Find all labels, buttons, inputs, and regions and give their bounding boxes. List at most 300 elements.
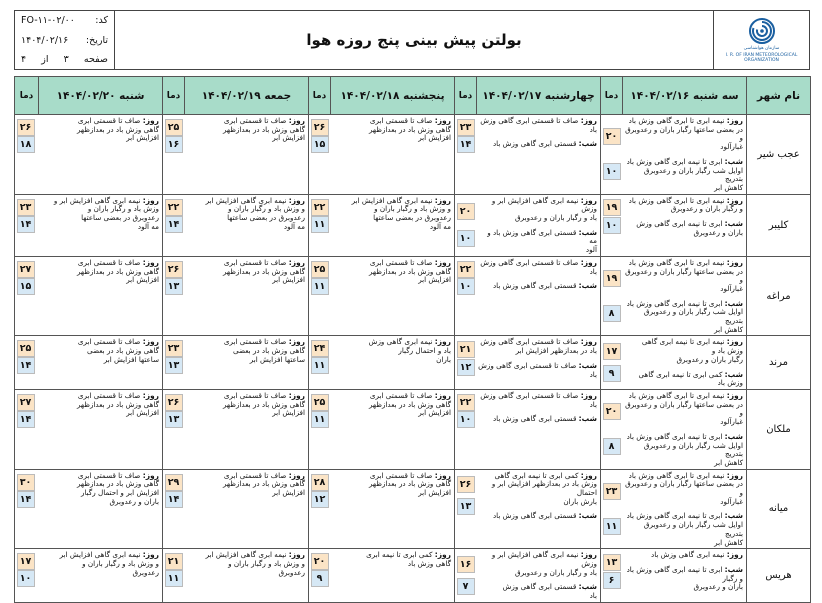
max-temperature: ۱۹ — [603, 199, 621, 216]
forecast-cell-inner — [163, 336, 308, 378]
day-forecast-line — [186, 223, 305, 232]
day-forecast-text: گاهی وزش باد در بعدازظهر — [222, 124, 305, 134]
night-forecast-text: قسمتی ابری گاهی وزش باد — [492, 281, 577, 291]
day-forecast-line — [624, 498, 743, 507]
day-column-header: شنبه ۱۴۰۴/۰۲/۲۰ — [39, 77, 163, 115]
night-forecast-text: کاهش ابر — [714, 182, 743, 192]
city-name: ملکان — [747, 389, 811, 469]
day-forecast-label: روز: — [288, 116, 305, 125]
night-forecast-text: کاهش ابر — [714, 457, 743, 467]
forecast-cell-inner — [601, 470, 746, 549]
min-temperature: ۱۶ — [165, 136, 183, 153]
day-forecast-label: روز: — [726, 470, 743, 480]
night-forecast-label: شب: — [724, 431, 743, 441]
day-forecast-line — [38, 134, 159, 143]
day-forecast-line — [332, 276, 451, 285]
temperature-boxes — [309, 195, 330, 237]
day-forecast-text: افزایش ابر — [272, 408, 305, 418]
max-temperature: ۲۹ — [165, 474, 183, 491]
forecast-text — [184, 470, 308, 512]
temperature-boxes — [309, 390, 330, 432]
temperature-boxes — [309, 470, 330, 512]
temperature-boxes — [455, 390, 476, 432]
day-forecast-line — [186, 489, 305, 498]
temperature-boxes — [455, 115, 476, 157]
forecast-text — [36, 195, 162, 237]
day-forecast-text: نیمه ابری گاهی افزایش ابر — [59, 550, 141, 560]
night-forecast-line — [478, 246, 597, 255]
night-forecast-text: اوایل شب رگبار باران و رعدوبرق بتدریج — [643, 520, 743, 538]
night-forecast-text: اوایل شب رگبار باران و رعدوبرق بتدریج — [643, 440, 743, 459]
day-forecast-text: گاهی وزش باد در بعدازظهر — [76, 399, 159, 409]
day-forecast-text: غبارآلود — [720, 496, 743, 506]
day-forecast-text: نیمه ابری گاهی افزایش ابر — [351, 195, 433, 205]
forecast-text — [476, 470, 600, 523]
forecast-cell — [163, 256, 309, 336]
document-meta — [15, 11, 115, 69]
day-forecast-label: روز: — [434, 550, 451, 560]
min-temperature: ۱۱ — [311, 357, 329, 374]
forecast-cell-inner — [163, 257, 308, 299]
forecast-text — [330, 390, 454, 432]
day-forecast-line — [624, 551, 743, 560]
min-temperature: ۱۰ — [17, 570, 35, 587]
max-temperature: ۲۶ — [165, 394, 183, 411]
day-forecast-text: نیمه ابری گاهی وزش — [368, 337, 433, 347]
min-temperature: ۱۵ — [17, 278, 35, 295]
forecast-text — [330, 195, 454, 237]
max-temperature: ۲۲ — [311, 199, 329, 216]
forecast-cell — [601, 194, 747, 256]
day-forecast-text: افزایش ابر — [126, 133, 159, 143]
day-forecast-label: روز: — [288, 390, 305, 400]
min-temperature: ۱۴ — [165, 491, 183, 508]
day-forecast-line — [332, 489, 451, 498]
day-forecast-text: صاف تا قسمتی ابری گاهی وزش باد — [480, 257, 597, 276]
night-forecast-line — [624, 566, 743, 583]
max-temperature: ۱۷ — [17, 553, 35, 570]
forecast-cell-inner — [15, 195, 162, 237]
forecast-text — [622, 336, 746, 389]
temperature-boxes — [455, 549, 476, 602]
night-forecast-text: ابری تا نیمه ابری گاهی وزش باد — [626, 431, 723, 441]
min-temperature: ۱۵ — [311, 136, 329, 153]
temperature-boxes — [15, 549, 36, 591]
forecast-cell-inner — [601, 549, 746, 593]
temperature-boxes — [601, 549, 622, 593]
night-forecast-line — [624, 308, 743, 325]
min-temperature: ۱۰ — [457, 278, 475, 295]
day-forecast-text: وزش باد در بعدازظهر افزایش ابر و احتمال — [491, 479, 597, 498]
city-row — [15, 549, 811, 603]
city-row — [15, 336, 811, 390]
night-forecast-label: شب: — [724, 369, 743, 379]
night-forecast-label: شب: — [578, 414, 597, 424]
day-forecast-label: روز: — [726, 257, 743, 267]
day-forecast-text: افزایش ابر — [418, 488, 451, 498]
day-forecast-text: صاف تا قسمتی ابری — [77, 257, 141, 267]
code-label: کد: — [95, 15, 108, 26]
day-forecast-line — [332, 409, 451, 418]
page-title: بولتن پیش بینی پنج روزه هوا — [306, 31, 522, 49]
forecast-text — [622, 195, 746, 239]
max-temperature: ۲۱ — [165, 553, 183, 570]
day-forecast-text: افزایش ابر — [126, 275, 159, 285]
max-temperature: ۱۹ — [603, 270, 621, 287]
day-column-header: پنجشنبه ۱۴۰۴/۰۲/۱۸ — [331, 77, 455, 115]
min-temperature: ۱۴ — [17, 357, 35, 374]
forecast-cell — [309, 336, 455, 390]
min-temperature: ۱۲ — [457, 359, 475, 376]
day-forecast-text: گاهی وزش باد در بعدازظهر — [368, 399, 451, 409]
day-forecast-line — [478, 392, 597, 409]
day-column-header: چهارشنبه ۱۴۰۴/۰۲/۱۷ — [477, 77, 601, 115]
min-temperature: ۱۰ — [457, 411, 475, 428]
day-forecast-text: صاف تا قسمتی ابری — [77, 337, 141, 347]
forecast-cell-inner — [309, 115, 454, 157]
temperature-boxes — [163, 390, 184, 432]
forecast-cell — [601, 336, 747, 390]
forecast-cell-inner — [15, 390, 162, 432]
day-forecast-label: روز: — [142, 195, 159, 205]
min-temperature: ۱۸ — [17, 136, 35, 153]
forecast-text — [330, 549, 454, 591]
temperature-boxes — [15, 336, 36, 378]
min-temperature: ۱۰ — [603, 163, 621, 180]
night-forecast-line — [478, 282, 597, 291]
night-forecast-label: شب: — [578, 582, 597, 592]
night-forecast-line — [478, 592, 597, 601]
day-forecast-text: در بعضی ساعتها رگبار باران و رعدوبرق و — [625, 399, 743, 418]
city-name: میانه — [747, 469, 811, 549]
city-row — [15, 115, 811, 195]
forecast-table-body — [15, 115, 811, 603]
city-column-header: نام شهر — [747, 77, 811, 115]
temperature-boxes — [163, 549, 184, 591]
forecast-cell-inner — [15, 336, 162, 378]
max-temperature: ۲۵ — [17, 340, 35, 357]
meta-code — [21, 15, 108, 26]
day-forecast-text: صاف تا قسمتی ابری — [223, 257, 287, 267]
night-forecast-line — [624, 459, 743, 468]
day-forecast-text: افزایش ابر — [272, 133, 305, 143]
min-temperature: ۱۱ — [311, 216, 329, 233]
max-temperature: ۲۴ — [311, 340, 329, 357]
day-forecast-line — [38, 409, 159, 418]
forecast-cell — [15, 549, 163, 603]
night-forecast-line — [624, 326, 743, 335]
day-forecast-line — [478, 569, 597, 578]
day-forecast-text: افزایش ابر — [418, 275, 451, 285]
day-forecast-label: روز: — [580, 470, 597, 480]
day-forecast-text: باد و رگبار باران و رعدوبرق — [515, 213, 597, 223]
night-forecast-label: شب: — [578, 360, 597, 370]
temperature-boxes — [601, 336, 622, 389]
forecast-cell — [163, 336, 309, 390]
temperature-boxes — [163, 115, 184, 157]
night-forecast-label: شب: — [578, 139, 597, 149]
forecast-cell-inner — [163, 549, 308, 591]
night-forecast-line — [478, 229, 597, 246]
day-forecast-label: روز: — [434, 390, 451, 400]
day-forecast-line — [38, 356, 159, 365]
night-forecast-line — [478, 512, 597, 521]
day-forecast-text: افزایش ابر — [272, 488, 305, 498]
day-forecast-line — [624, 338, 743, 355]
forecast-cell — [455, 256, 601, 336]
day-forecast-text: رعدوبرق — [132, 567, 159, 577]
day-forecast-text: باد در بعدازظهر افزایش ابر — [515, 346, 597, 356]
forecast-text — [36, 336, 162, 378]
night-forecast-line — [478, 415, 597, 424]
min-temperature: ۱۴ — [17, 491, 35, 508]
temp-column-header: دما — [601, 77, 623, 115]
day-forecast-line — [332, 356, 451, 365]
max-temperature: ۱۷ — [603, 343, 621, 360]
day-forecast-label: روز: — [288, 337, 305, 347]
forecast-cell — [163, 115, 309, 195]
forecast-cell — [163, 549, 309, 603]
day-forecast-text: گاهی وزش باد در بعدازظهر — [368, 479, 451, 489]
day-forecast-label: روز: — [142, 470, 159, 480]
day-forecast-line — [478, 551, 597, 568]
forecast-text — [622, 257, 746, 336]
forecast-cell-inner — [309, 549, 454, 591]
forecast-cell-inner — [455, 257, 600, 299]
forecast-cell-inner — [455, 115, 600, 157]
temperature-boxes — [455, 195, 476, 256]
city-row — [15, 469, 811, 549]
logo-text-en: I. R. OF IRAN METEOROLOGICAL ORGANIZATION — [725, 52, 798, 63]
day-forecast-label: روز: — [434, 116, 451, 125]
forecast-cell-inner — [15, 549, 162, 591]
forecast-cell — [15, 256, 163, 336]
temperature-boxes — [15, 390, 36, 432]
day-forecast-text: کمی ابری تا نیمه ابری — [366, 550, 433, 560]
day-column-header: سه شنبه ۱۴۰۴/۰۲/۱۶ — [623, 77, 747, 115]
city-name: کلیبر — [747, 194, 811, 256]
bulletin-header — [14, 10, 810, 70]
max-temperature: ۱۳ — [603, 554, 621, 571]
day-forecast-label: روز: — [142, 257, 159, 267]
forecast-text — [330, 470, 454, 512]
temp-column-header: دما — [163, 77, 185, 115]
day-forecast-text: گاهی وزش باد — [407, 558, 451, 568]
day-forecast-label: روز: — [580, 195, 597, 205]
day-forecast-text: گاهی وزش باد در بعدازظهر — [76, 266, 159, 276]
forecast-cell — [455, 194, 601, 256]
day-forecast-text: گاهی وزش باد در بعضی — [232, 346, 305, 356]
day-forecast-line — [624, 126, 743, 143]
day-forecast-label: روز: — [580, 116, 597, 125]
day-forecast-text: نیمه ابری تا نیمه ابری گاهی وزش باد و — [641, 337, 743, 356]
forecast-text — [476, 549, 600, 602]
night-forecast-text: کاهش ابر — [714, 324, 743, 334]
day-forecast-text: و رگبار باران و رعدوبرق — [670, 204, 743, 214]
max-temperature: ۲۷ — [17, 261, 35, 278]
day-forecast-label: روز: — [434, 470, 451, 480]
meteorological-organization-logo-icon — [749, 18, 775, 44]
max-temperature: ۲۶ — [457, 476, 475, 493]
forecast-cell — [309, 469, 455, 549]
day-forecast-text: گاهی وزش باد در بعدازظهر — [222, 266, 305, 276]
forecast-cell — [601, 469, 747, 549]
forecast-text — [184, 257, 308, 299]
night-forecast-text: ابری تا نیمه ابری گاهی وزش باد — [626, 156, 723, 166]
max-temperature: ۱۶ — [457, 556, 475, 573]
day-forecast-text: رعدوبرق در بعضی ساعتها — [373, 213, 451, 223]
temperature-boxes — [601, 195, 622, 239]
day-forecast-text: مه آلود — [137, 221, 159, 231]
day-forecast-text: رعدوبرق — [278, 567, 305, 577]
day-forecast-label: روز: — [726, 116, 743, 125]
night-forecast-text: باران و رعدوبرق — [693, 227, 743, 237]
max-temperature: ۲۳ — [603, 483, 621, 500]
night-forecast-text: اوایل شب رگبار باران و رعدوبرق بتدریج — [643, 165, 743, 184]
forecast-cell-inner — [601, 390, 746, 469]
day-forecast-text: گاهی وزش باد در بعضی — [86, 346, 159, 356]
day-forecast-text: و وزش باد و رگبار باران و — [228, 558, 305, 568]
night-forecast-line — [624, 539, 743, 548]
night-forecast-line — [624, 379, 743, 388]
day-forecast-label: روز: — [288, 257, 305, 267]
page-total: ۴ — [21, 54, 27, 65]
min-temperature: ۱۳ — [165, 357, 183, 374]
night-forecast-text: ابری تا نیمه ابری گاهی وزش باد — [626, 298, 723, 308]
day-forecast-label: روز: — [142, 390, 159, 400]
day-forecast-text: صاف تا قسمتی ابری — [369, 470, 433, 480]
forecast-text — [184, 390, 308, 432]
max-temperature: ۲۰ — [603, 128, 621, 145]
forecast-cell-inner — [15, 115, 162, 157]
day-forecast-text: صاف تا قسمتی ابری گاهی وزش — [480, 337, 579, 347]
forecast-cell — [15, 469, 163, 549]
max-temperature: ۲۶ — [165, 261, 183, 278]
temperature-boxes — [15, 195, 36, 237]
forecast-text — [330, 257, 454, 299]
day-forecast-line — [478, 117, 597, 134]
day-forecast-text: نیمه ابری گاهی وزش باد — [651, 550, 725, 560]
temp-column-header: دما — [455, 77, 477, 115]
day-forecast-label: روز: — [434, 195, 451, 205]
forecast-text — [330, 115, 454, 157]
night-forecast-text: ابری تا نیمه ابری گاهی وزش باد و رگبار — [626, 564, 743, 583]
forecast-text — [36, 257, 162, 299]
day-forecast-label: روز: — [434, 337, 451, 347]
day-forecast-line — [624, 401, 743, 418]
day-forecast-label: روز: — [580, 550, 597, 560]
min-temperature: ۸ — [603, 438, 621, 455]
city-name: عجب شیر — [747, 115, 811, 195]
page-of-label: از — [41, 54, 49, 65]
day-forecast-line — [624, 356, 743, 365]
forecast-cell-inner — [309, 336, 454, 378]
day-forecast-text: در بعضی ساعتها رگبار باران و رعدوبرق و — [625, 124, 743, 143]
forecast-cell-inner — [163, 470, 308, 512]
day-forecast-text: صاف تا قسمتی ابری — [77, 390, 141, 400]
night-forecast-text: ابری تا نیمه ابری گاهی وزش باد — [626, 511, 723, 521]
day-forecast-text: افزایش ابر — [418, 133, 451, 143]
forecast-cell — [163, 194, 309, 256]
night-forecast-label: شب: — [724, 511, 743, 521]
max-temperature: ۲۲ — [457, 394, 475, 411]
forecast-cell — [455, 336, 601, 390]
max-temperature: ۲۲ — [457, 261, 475, 278]
day-forecast-line — [38, 498, 159, 507]
day-forecast-text: غبارآلود — [720, 142, 743, 152]
day-forecast-label: روز: — [142, 550, 159, 560]
temperature-boxes — [601, 257, 622, 336]
day-forecast-label: روز: — [142, 337, 159, 347]
min-temperature: ۱۳ — [165, 411, 183, 428]
day-forecast-label: روز: — [580, 390, 597, 400]
night-forecast-line — [478, 583, 597, 592]
city-name: مراغه — [747, 256, 811, 336]
min-temperature: ۱۴ — [457, 136, 475, 153]
forecast-cell-inner — [309, 195, 454, 237]
day-forecast-text: باران — [436, 354, 451, 364]
forecast-cell — [309, 389, 455, 469]
max-temperature: ۲۵ — [311, 261, 329, 278]
page-label: صفحه — [83, 54, 108, 65]
day-forecast-line — [624, 205, 743, 214]
forecast-cell — [455, 469, 601, 549]
day-forecast-text: صاف تا قسمتی ابری — [77, 470, 141, 480]
forecast-cell-inner — [163, 390, 308, 432]
night-forecast-label: شب: — [578, 227, 597, 237]
max-temperature: ۳۰ — [17, 474, 35, 491]
forecast-cell-inner — [601, 336, 746, 389]
forecast-text — [184, 115, 308, 157]
forecast-cell — [601, 389, 747, 469]
min-temperature: ۱۱ — [165, 570, 183, 587]
forecast-cell-inner — [601, 195, 746, 239]
day-forecast-label: روز: — [726, 195, 743, 205]
forecast-cell — [309, 549, 455, 603]
min-temperature: ۱۰ — [603, 217, 621, 234]
night-forecast-label: شب: — [578, 511, 597, 521]
max-temperature: ۲۱ — [457, 341, 475, 358]
day-forecast-line — [332, 134, 451, 143]
forecast-cell — [455, 549, 601, 603]
night-forecast-text: قسمتی ابری گاهی وزش باد — [492, 139, 577, 149]
night-forecast-label: شب: — [724, 219, 743, 229]
day-forecast-label: روز: — [580, 257, 597, 267]
temperature-boxes — [309, 336, 330, 378]
night-forecast-text: کمی ابری تا نیمه ابری گاهی — [638, 369, 723, 379]
day-forecast-text: افزایش ابر — [272, 275, 305, 285]
day-forecast-label: روز: — [726, 390, 743, 400]
day-forecast-line — [624, 143, 743, 152]
min-temperature: ۷ — [457, 578, 475, 595]
day-forecast-text: گاهی وزش باد در بعدازظهر — [76, 479, 159, 489]
forecast-text — [476, 257, 600, 299]
day-forecast-text: بارش باران — [563, 496, 597, 506]
day-forecast-text: گاهی وزش باد در بعدازظهر — [368, 266, 451, 276]
forecast-cell-inner — [455, 549, 600, 602]
day-forecast-line — [478, 498, 597, 507]
temp-column-header: دما — [309, 77, 331, 115]
day-forecast-line — [332, 347, 451, 356]
day-forecast-text: در بعضی ساعتها رگبار باران و رعدوبرق و — [625, 266, 743, 285]
day-forecast-line — [186, 356, 305, 365]
forecast-cell-inner — [309, 470, 454, 512]
temperature-boxes — [163, 195, 184, 237]
day-forecast-line — [38, 276, 159, 285]
day-forecast-line — [186, 276, 305, 285]
forecast-text — [36, 115, 162, 157]
forecast-text — [36, 390, 162, 432]
